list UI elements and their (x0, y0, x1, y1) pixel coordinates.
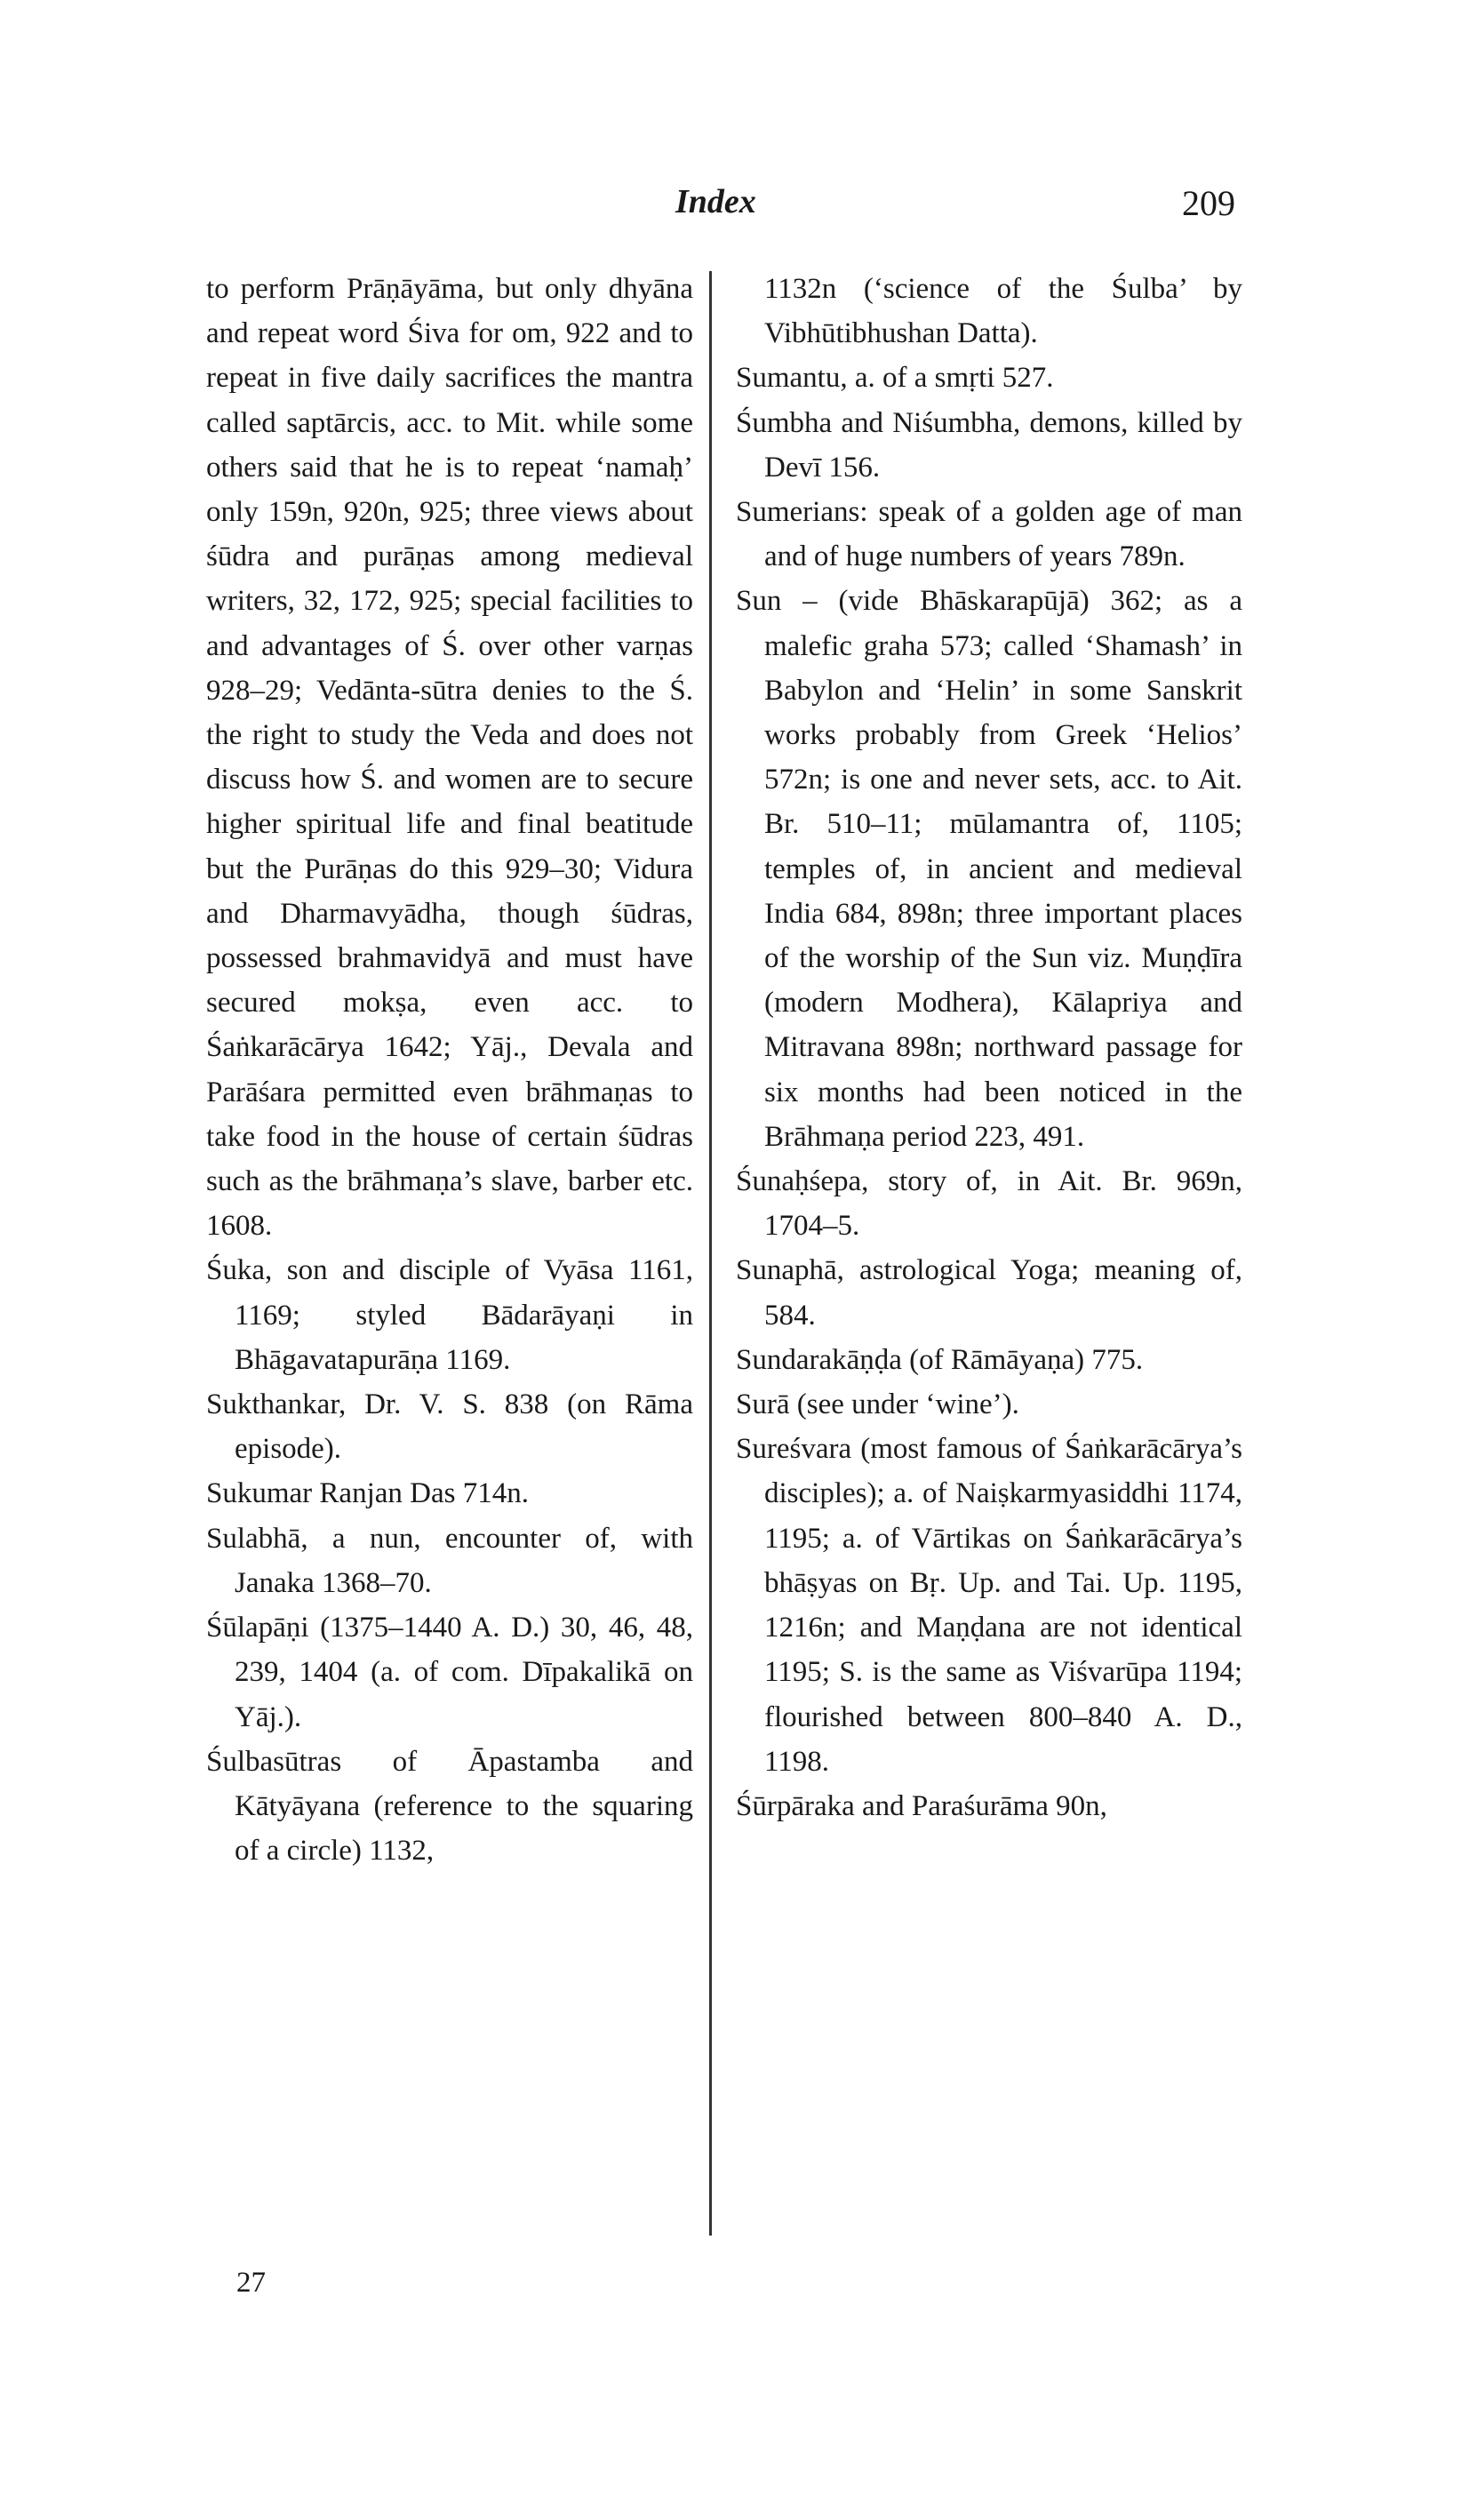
index-column-left (206, 267, 693, 1873)
index-entry: Sukthankar, Dr. V. S. 838 (on Rāma episode). (206, 1388, 693, 1466)
page-number: 209 (1182, 183, 1235, 223)
index-entry: Sureśvara (most famous of Śaṅkarācārya’s disciples); a. of Naiṣkarmyasiddhi 1174, 1195; a. of Vārtikas on Śaṅkarācārya’s bhāṣyas on Bṛ. Up. and Tai. Up. 1195, 1216n; and Maṇḍana are not identical 1195; S. is the same as Viśvarūpa 1194; flourished between 800–840 A. D., 1198. (736, 1433, 1242, 1778)
signature-mark: 27 (236, 2267, 266, 2299)
column-divider (709, 271, 712, 2236)
index-entry: Śūlapāṇi (1375–1440 A. D.) 30, 46, 48, 239, 1404 (a. of com. Dīpakalikā on Yāj.). (206, 1612, 693, 1733)
index-entry: Sumerians: speak of a golden age of man and of huge numbers of years 789n. (736, 496, 1242, 573)
index-entry: Śūrpāraka and Paraśurāma 90n, (736, 1789, 1107, 1822)
index-entry: Sumantu, a. of a smṛti 527. (736, 362, 1054, 395)
page-header (0, 182, 1469, 236)
index-entry: Śumbha and Niśumbha, demons, killed by Devī 156. (736, 406, 1242, 484)
index-entry: 1132n (‘science of the Śulba’ by Vibhūtibhushan Datta). (764, 273, 1242, 350)
index-entry: Surā (see under ‘wine’). (736, 1388, 1019, 1421)
index-column-right (736, 267, 1242, 1828)
index-entry: Śulbasūtras of Āpastamba and Kātyāyana (reference to the squaring of a circle) 1132, (206, 1745, 693, 1868)
index-entry: Sunaphā, astrological Yoga; meaning of, 584. (736, 1254, 1242, 1332)
index-entry: Sulabhā, a nun, encounter of, with Janaka 1368–70. (206, 1522, 693, 1599)
index-entry: Śuka, son and disciple of Vyāsa 1161, 1169; styled Bādarāyaṇi in Bhāgavatapurāṇa 1169. (206, 1254, 693, 1376)
index-entry: Śunaḥśepa, story of, in Ait. Br. 969n, 1704–5. (736, 1165, 1242, 1243)
running-title: Index (675, 183, 756, 220)
index-entry: Sun – (vide Bhāskarapūjā) 362; as a malefic graha 573; called ‘Shamash’ in Babylon and ‘Helin’ in some Sanskrit works probably from Greek ‘Helios’ 572n; is one and never sets, acc. to Ait. Br. 510–11; mūlamantra of, 1105; temples of, in ancient and medieval India 684, 898n; three important places of the worship of the Sun viz. Muṇḍīra (modern Modhera), Kālapriya and Mitravana 898n; northward passage for six months had been noticed in the Brāhmaṇa period 223, 491. (736, 585, 1242, 1153)
index-entry: Sukumar Ranjan Das 714n. (206, 1477, 529, 1510)
index-entry: to perform Prāṇāyāma, but only dhyāna and repeat word Śiva for om, 922 and to repeat in five daily sacrifices the mantra called saptārcis, acc. to Mit. while some others said that he is to repeat ‘namaḥ’ only 159n, 920n, 925; three views about śūdra and purāṇas among medieval writers, 32, 172, 925; special facilities to and advantages of Ś. over other varṇas 928–29; Vedānta-sūtra denies to the Ś. the right to study the Veda and does not discuss how Ś. and women are to secure higher spiritual life and final beatitude but the Purāṇas do this 929–30; Vidura and Dharmavyādha, though śūdras, possessed brahmavidyā and must have secured mokṣa, even acc. to Śaṅkarācārya 1642; Yāj., Devala and Parāśara permitted even brāhmaṇas to take food in the house of certain śūdras such as the brāhmaṇa’s slave, barber etc. 1608. (206, 273, 693, 1243)
index-entry: Sundarakāṇḍa (of Rāmāyaṇa) 775. (736, 1343, 1144, 1376)
